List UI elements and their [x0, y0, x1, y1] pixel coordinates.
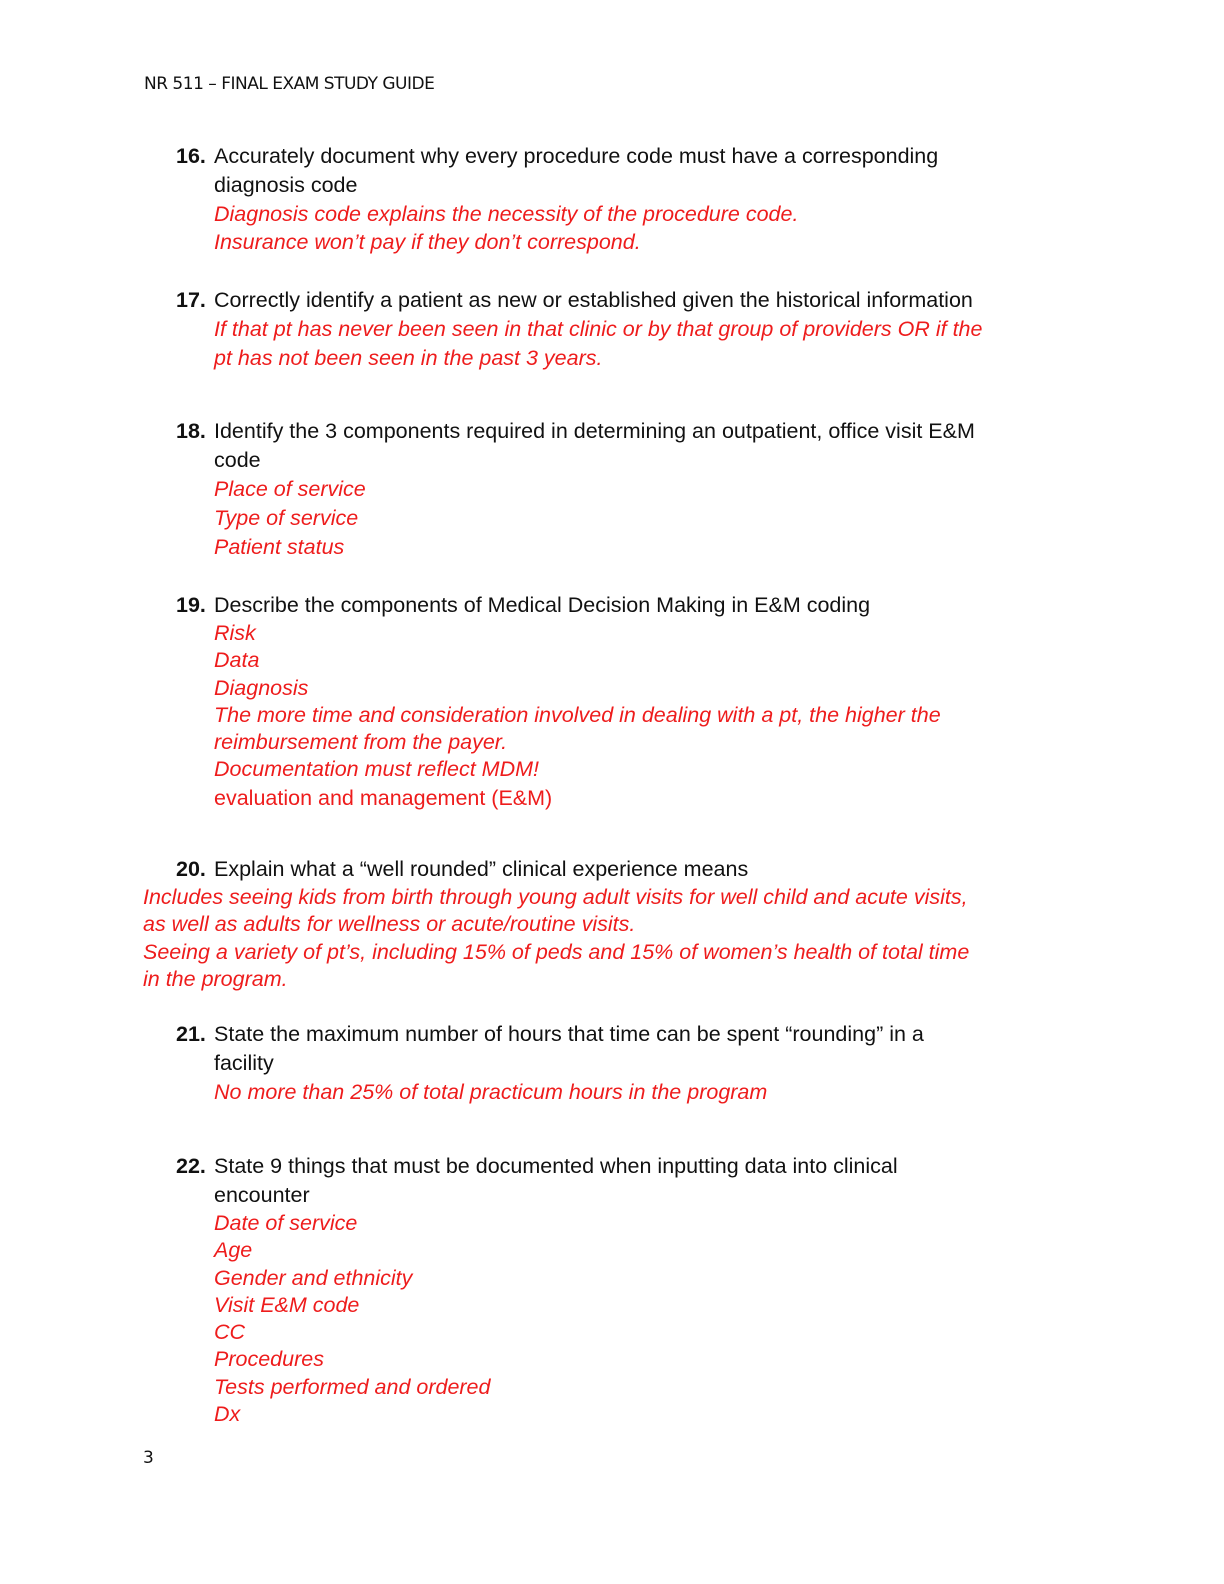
answer-line: Data [214, 648, 260, 673]
answer-line: Includes seeing kids from birth through young adult visits for well child and acute visits, [143, 885, 968, 909]
question-text: encounter [214, 1183, 310, 1207]
question-17 [176, 286, 1076, 373]
answer-line: No more than 25% of total practicum hours in the program [214, 1080, 768, 1104]
question-number: 19. [176, 593, 206, 617]
question-text: State the maximum number of hours that time can be spent “rounding” in a [214, 1022, 924, 1046]
question-text: Correctly identify a patient as new or established given the historical information [214, 288, 973, 312]
answer-line: If that pt has never been seen in that clinic or by that group of providers OR if the [214, 317, 983, 341]
question-18 [176, 417, 1076, 562]
answer-line: reimbursement from the payer. [214, 730, 508, 755]
answer-line: Risk [214, 621, 256, 645]
page-number: 3 [143, 1448, 154, 1468]
question-text: Identify the 3 components required in determining an outpatient, office visit E&M [214, 419, 975, 443]
question-text: Describe the components of Medical Decision Making in E&M coding [214, 593, 871, 617]
question-number: 20. [176, 857, 206, 881]
question-20 [176, 855, 1076, 884]
question-text: diagnosis code [214, 173, 358, 197]
question-text: facility [214, 1051, 274, 1075]
answer-line: in the program. [143, 966, 288, 991]
answer-line: Patient status [214, 535, 345, 559]
answer-line: The more time and consideration involved in dealing with a pt, the higher the [214, 702, 941, 727]
answer-line: as well as adults for wellness or acute/routine visits. [143, 912, 636, 937]
question-21 [176, 1020, 1076, 1107]
question-text: Accurately document why every procedure code must have a corresponding [214, 144, 939, 168]
answer-line: Procedures [214, 1347, 324, 1372]
answer-line: evaluation and management (E&M) [214, 785, 553, 810]
page-header: NR 511 – FINAL EXAM STUDY GUIDE [144, 74, 435, 94]
question-number: 21. [176, 1022, 206, 1046]
question-text: State 9 things that must be documented when inputting data into clinical [214, 1154, 898, 1178]
answer-line: Date of service [214, 1211, 358, 1235]
question-number: 22. [176, 1154, 206, 1178]
question-number: 16. [176, 144, 206, 168]
answer-line: Place of service [214, 477, 366, 501]
answer-line: Type of service [214, 506, 359, 530]
answer-line: Documentation must reflect MDM! [214, 757, 539, 782]
answer-block-20 [143, 884, 1083, 993]
answer-line: pt has not been seen in the past 3 years. [214, 346, 603, 370]
question-16 [176, 142, 1076, 256]
answer-line: Dx [214, 1402, 241, 1427]
answer-line: Diagnosis code explains the necessity of the procedure code. [214, 202, 799, 226]
question-19 [176, 591, 1076, 813]
question-text: Explain what a “well rounded” clinical experience means [214, 857, 749, 881]
answer-line: Insurance won’t pay if they don’t correspond. [214, 230, 641, 254]
question-22 [176, 1152, 1076, 1428]
answer-line: Gender and ethnicity [214, 1265, 413, 1290]
answer-line: Visit E&M code [214, 1292, 360, 1317]
answer-line: Tests performed and ordered [214, 1374, 491, 1399]
answer-line: CC [214, 1320, 246, 1345]
answer-line: Diagnosis [214, 675, 309, 700]
question-text: code [214, 448, 261, 472]
question-number: 18. [176, 419, 206, 443]
answer-line: Age [214, 1238, 253, 1263]
answer-line: Seeing a variety of pt’s, including 15% of peds and 15% of women’s health of total time [143, 939, 970, 964]
question-number: 17. [176, 288, 206, 312]
